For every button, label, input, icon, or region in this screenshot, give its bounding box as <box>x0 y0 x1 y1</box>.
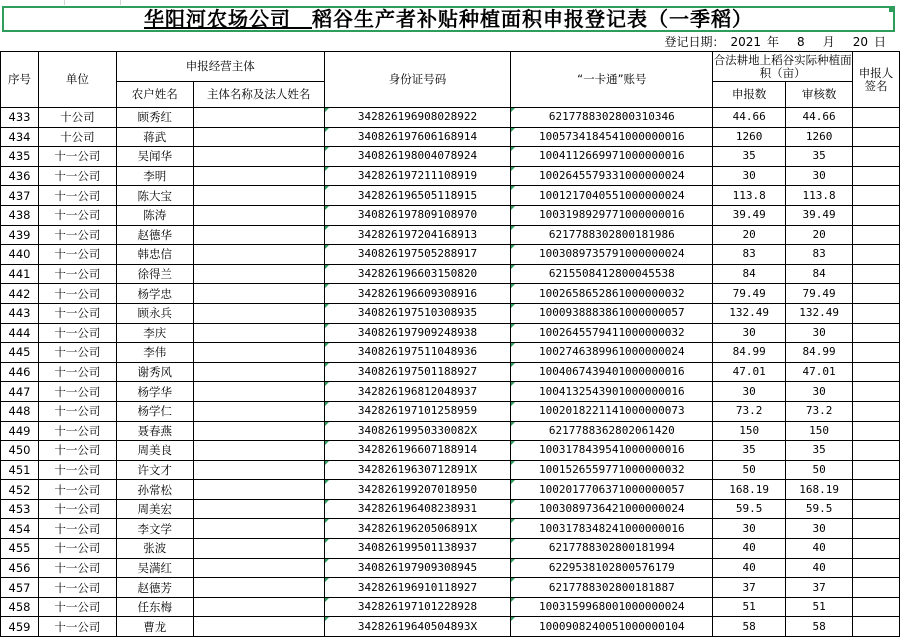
table-row <box>1 225 900 245</box>
table-row <box>1 617 900 637</box>
table-body <box>1 108 900 637</box>
cell-declared[interactable]: 84 <box>713 264 786 284</box>
cell-farmer-name[interactable]: 杨学华 <box>116 382 193 402</box>
cell-card-account[interactable]: 1003178439541000000016 <box>511 441 713 461</box>
cell-signature[interactable] <box>853 421 900 441</box>
top-strip-cell <box>0 0 65 5</box>
cell-seq[interactable]: 450 <box>1 441 39 461</box>
cell-seq[interactable]: 458 <box>1 597 39 617</box>
cell-seq[interactable]: 437 <box>1 186 39 206</box>
date-day: 20 <box>852 35 868 49</box>
cell-signature[interactable] <box>853 539 900 559</box>
date-label: 登记日期： <box>664 35 725 49</box>
header-card-account: “一卡通”账号 <box>511 52 713 108</box>
cell-unit[interactable]: 十一公司 <box>38 362 116 382</box>
table-row <box>1 480 900 500</box>
cell-declared[interactable]: 168.19 <box>713 480 786 500</box>
cell-signature[interactable] <box>853 480 900 500</box>
cell-unit[interactable]: 十一公司 <box>38 284 116 304</box>
cell-declared[interactable]: 58 <box>713 617 786 637</box>
cell-entity-name[interactable] <box>193 205 324 225</box>
cell-farmer-name[interactable]: 吴满红 <box>116 558 193 578</box>
date-day-unit: 日 <box>873 35 886 49</box>
cell-unit[interactable]: 十一公司 <box>38 166 116 186</box>
cell-card-account[interactable]: 1004112669971000000016 <box>511 147 713 167</box>
cell-id-number[interactable]: 340826197511048936 <box>324 343 511 363</box>
cell-audited[interactable]: 168.19 <box>786 480 853 500</box>
cell-entity-name[interactable] <box>193 147 324 167</box>
cell-unit[interactable]: 十一公司 <box>38 558 116 578</box>
cell-card-account[interactable]: 6229538102800576179 <box>511 558 713 578</box>
cell-seq[interactable]: 441 <box>1 264 39 284</box>
cell-id-number[interactable]: 340826197501188927 <box>324 362 511 382</box>
date-month: 8 <box>797 35 805 49</box>
table-row <box>1 519 900 539</box>
cell-id-number[interactable]: 342826196603150820 <box>324 264 511 284</box>
cell-audited[interactable]: 150 <box>786 421 853 441</box>
cell-seq[interactable]: 436 <box>1 166 39 186</box>
cell-unit[interactable]: 十一公司 <box>38 245 116 265</box>
cell-signature[interactable] <box>853 617 900 637</box>
cell-signature[interactable] <box>853 147 900 167</box>
cell-entity-name[interactable] <box>193 499 324 519</box>
cell-audited[interactable]: 47.01 <box>786 362 853 382</box>
cell-signature[interactable] <box>853 343 900 363</box>
cell-unit[interactable]: 十一公司 <box>38 225 116 245</box>
cell-signature[interactable] <box>853 558 900 578</box>
cell-entity-name[interactable] <box>193 323 324 343</box>
cell-signature[interactable] <box>853 284 900 304</box>
cell-unit[interactable]: 十公司 <box>38 127 116 147</box>
cell-entity-name[interactable] <box>193 225 324 245</box>
cell-card-account[interactable]: 1003159968001000000024 <box>511 597 713 617</box>
cell-unit[interactable]: 十一公司 <box>38 578 116 598</box>
cell-unit[interactable]: 十一公司 <box>38 499 116 519</box>
cell-id-number[interactable]: 342826196609308916 <box>324 284 511 304</box>
cell-declared[interactable]: 39.49 <box>713 205 786 225</box>
cell-audited[interactable]: 113.8 <box>786 186 853 206</box>
cell-entity-name[interactable] <box>193 441 324 461</box>
cell-unit[interactable]: 十一公司 <box>38 303 116 323</box>
cell-card-account[interactable]: 1002017706371000000057 <box>511 480 713 500</box>
table-row <box>1 499 900 519</box>
cell-seq[interactable]: 435 <box>1 147 39 167</box>
cell-seq[interactable]: 442 <box>1 284 39 304</box>
cell-card-account[interactable]: 1000938883861000000057 <box>511 303 713 323</box>
cell-farmer-name[interactable]: 任东梅 <box>116 597 193 617</box>
header-area-group: 合法耕地上稻谷实际种植面积（亩） <box>713 52 852 80</box>
cell-declared[interactable]: 83 <box>713 245 786 265</box>
registration-date <box>664 34 886 50</box>
cell-entity-name[interactable] <box>193 539 324 559</box>
header-seq: 序号 <box>1 52 39 108</box>
cell-id-number[interactable]: 342826196910118927 <box>324 578 511 598</box>
cell-unit[interactable]: 十一公司 <box>38 323 116 343</box>
table-row <box>1 558 900 578</box>
cell-id-number[interactable]: 34282619640504893X <box>324 617 511 637</box>
cell-signature[interactable] <box>853 460 900 480</box>
cell-card-account[interactable]: 1004132543901000000016 <box>511 382 713 402</box>
cell-signature[interactable] <box>853 264 900 284</box>
cell-seq[interactable]: 455 <box>1 539 39 559</box>
cell-seq[interactable]: 438 <box>1 205 39 225</box>
cell-card-account[interactable]: 6217788302800181986 <box>511 225 713 245</box>
registration-table <box>0 51 900 637</box>
table-row <box>1 539 900 559</box>
cell-audited[interactable]: 30 <box>786 166 853 186</box>
cell-declared[interactable]: 73.2 <box>713 401 786 421</box>
table-row <box>1 382 900 402</box>
cell-signature[interactable] <box>853 597 900 617</box>
cell-farmer-name[interactable]: 吴闻华 <box>116 147 193 167</box>
cell-entity-name[interactable] <box>193 578 324 598</box>
cell-unit[interactable]: 十一公司 <box>38 539 116 559</box>
cell-declared[interactable]: 35 <box>713 441 786 461</box>
cell-unit[interactable]: 十一公司 <box>38 147 116 167</box>
cell-entity-name[interactable] <box>193 401 324 421</box>
cell-unit[interactable]: 十一公司 <box>38 186 116 206</box>
table-row <box>1 205 900 225</box>
date-month-unit: 月 <box>822 35 835 49</box>
cell-signature[interactable] <box>853 166 900 186</box>
cell-farmer-name[interactable]: 李伟 <box>116 343 193 363</box>
cell-signature[interactable] <box>853 245 900 265</box>
cell-id-number[interactable]: 340826199501138937 <box>324 539 511 559</box>
table-row <box>1 166 900 186</box>
cell-declared[interactable]: 30 <box>713 382 786 402</box>
cell-audited[interactable]: 50 <box>786 460 853 480</box>
cell-id-number[interactable]: 342826197211108919 <box>324 166 511 186</box>
cell-id-number[interactable]: 342826196607188914 <box>324 441 511 461</box>
cell-farmer-name[interactable]: 赵德华 <box>116 225 193 245</box>
cell-audited[interactable]: 83 <box>786 245 853 265</box>
title-form-name: 稻谷生产者补贴种植面积申报登记表（一季稻） <box>312 7 753 31</box>
cell-audited[interactable]: 1260 <box>786 127 853 147</box>
cell-id-number[interactable]: 340826197909308945 <box>324 558 511 578</box>
cell-seq[interactable]: 451 <box>1 460 39 480</box>
cell-declared[interactable]: 20 <box>713 225 786 245</box>
cell-card-account[interactable]: 1001217040551000000024 <box>511 186 713 206</box>
cell-farmer-name[interactable]: 徐得兰 <box>116 264 193 284</box>
cell-unit[interactable]: 十一公司 <box>38 343 116 363</box>
cell-seq[interactable]: 456 <box>1 558 39 578</box>
cell-unit[interactable]: 十一公司 <box>38 382 116 402</box>
cell-audited[interactable]: 35 <box>786 441 853 461</box>
cell-signature[interactable] <box>853 499 900 519</box>
cell-entity-name[interactable] <box>193 166 324 186</box>
header-entity-group: 申报经营主体 <box>116 52 324 82</box>
cell-audited[interactable]: 51 <box>786 597 853 617</box>
table-row <box>1 323 900 343</box>
cell-seq[interactable]: 452 <box>1 480 39 500</box>
cell-card-account[interactable]: 1002018221141000000073 <box>511 401 713 421</box>
cell-declared[interactable]: 79.49 <box>713 284 786 304</box>
cell-entity-name[interactable] <box>193 480 324 500</box>
cell-card-account[interactable]: 6217788362802061420 <box>511 421 713 441</box>
cell-seq[interactable]: 433 <box>1 108 39 128</box>
cell-card-account[interactable]: 6215508412800045538 <box>511 264 713 284</box>
cell-unit[interactable]: 十一公司 <box>38 480 116 500</box>
cell-card-account[interactable]: 1000908240051000000104 <box>511 617 713 637</box>
cell-id-number[interactable]: 34082619950330082X <box>324 421 511 441</box>
table-row <box>1 343 900 363</box>
table-row <box>1 460 900 480</box>
cell-declared[interactable]: 30 <box>713 166 786 186</box>
table-row <box>1 127 900 147</box>
cell-entity-name[interactable] <box>193 558 324 578</box>
cell-entity-name[interactable] <box>193 519 324 539</box>
cell-id-number[interactable]: 342826199207018950 <box>324 480 511 500</box>
cell-farmer-name[interactable]: 李文学 <box>116 519 193 539</box>
cell-seq[interactable]: 449 <box>1 421 39 441</box>
cell-farmer-name[interactable]: 顾永兵 <box>116 303 193 323</box>
cell-seq[interactable]: 447 <box>1 382 39 402</box>
cell-declared[interactable]: 59.5 <box>713 499 786 519</box>
cell-id-number[interactable]: 342826196505118915 <box>324 186 511 206</box>
cell-id-number[interactable]: 342826197204168913 <box>324 225 511 245</box>
cell-card-account[interactable]: 1002645579411000000032 <box>511 323 713 343</box>
cell-seq[interactable]: 440 <box>1 245 39 265</box>
cell-seq[interactable]: 443 <box>1 303 39 323</box>
cell-declared[interactable]: 1260 <box>713 127 786 147</box>
title-gap <box>291 7 312 31</box>
cell-declared[interactable]: 150 <box>713 421 786 441</box>
cell-id-number[interactable]: 340826197606168914 <box>324 127 511 147</box>
table-row <box>1 186 900 206</box>
cell-seq[interactable]: 444 <box>1 323 39 343</box>
cell-declared[interactable]: 132.49 <box>713 303 786 323</box>
cell-entity-name[interactable] <box>193 421 324 441</box>
cell-farmer-name[interactable]: 张波 <box>116 539 193 559</box>
table-row <box>1 264 900 284</box>
cell-id-number[interactable]: 340826197505288917 <box>324 245 511 265</box>
cell-signature[interactable] <box>853 323 900 343</box>
table-row <box>1 303 900 323</box>
cell-id-number[interactable]: 34282619630712891X <box>324 460 511 480</box>
cell-card-account[interactable]: 1003089735791000000024 <box>511 245 713 265</box>
cell-seq[interactable]: 445 <box>1 343 39 363</box>
cell-entity-name[interactable] <box>193 284 324 304</box>
cell-seq[interactable]: 446 <box>1 362 39 382</box>
cell-card-account[interactable]: 1005734184541000000016 <box>511 127 713 147</box>
cell-farmer-name[interactable]: 韩忠信 <box>116 245 193 265</box>
cell-entity-name[interactable] <box>193 362 324 382</box>
cell-farmer-name[interactable]: 赵德芳 <box>116 578 193 598</box>
cell-signature[interactable] <box>853 362 900 382</box>
cell-declared[interactable]: 40 <box>713 558 786 578</box>
cell-id-number[interactable]: 34282619620506891X <box>324 519 511 539</box>
cell-audited[interactable]: 58 <box>786 617 853 637</box>
cell-id-number[interactable]: 342826197101228928 <box>324 597 511 617</box>
table-row <box>1 362 900 382</box>
cell-declared[interactable]: 30 <box>713 323 786 343</box>
cell-id-number[interactable]: 340826197809108970 <box>324 205 511 225</box>
header-entity-name: 主体名称及法人姓名 <box>193 82 324 108</box>
cell-entity-name[interactable] <box>193 245 324 265</box>
cell-seq[interactable]: 457 <box>1 578 39 598</box>
cell-card-account[interactable]: 6217788302800181887 <box>511 578 713 598</box>
top-strip-cell <box>64 0 121 5</box>
cell-declared[interactable]: 50 <box>713 460 786 480</box>
cell-audited[interactable]: 30 <box>786 519 853 539</box>
cell-declared[interactable]: 35 <box>713 147 786 167</box>
cell-unit[interactable]: 十一公司 <box>38 205 116 225</box>
cell-signature[interactable] <box>853 578 900 598</box>
title-company: 华阳河农场公司 <box>144 7 291 31</box>
cell-entity-name[interactable] <box>193 343 324 363</box>
table-row <box>1 441 900 461</box>
header-unit: 单位 <box>38 52 116 108</box>
cell-audited[interactable]: 40 <box>786 539 853 559</box>
table-row <box>1 421 900 441</box>
cell-unit[interactable]: 十一公司 <box>38 441 116 461</box>
cell-audited[interactable]: 30 <box>786 382 853 402</box>
cell-entity-name[interactable] <box>193 108 324 128</box>
cell-audited[interactable]: 40 <box>786 558 853 578</box>
cell-seq[interactable]: 439 <box>1 225 39 245</box>
cell-declared[interactable]: 84.99 <box>713 343 786 363</box>
cell-farmer-name[interactable]: 周美宏 <box>116 499 193 519</box>
selection-handle[interactable] <box>889 6 895 12</box>
cell-entity-name[interactable] <box>193 186 324 206</box>
cell-audited[interactable]: 79.49 <box>786 284 853 304</box>
cell-unit[interactable]: 十公司 <box>38 108 116 128</box>
cell-unit[interactable]: 十一公司 <box>38 401 116 421</box>
cell-unit[interactable]: 十一公司 <box>38 519 116 539</box>
cell-signature[interactable] <box>853 108 900 128</box>
cell-card-account[interactable]: 1002746389961000000024 <box>511 343 713 363</box>
cell-farmer-name[interactable]: 曹龙 <box>116 617 193 637</box>
table-row <box>1 578 900 598</box>
table-row <box>1 401 900 421</box>
cell-signature[interactable] <box>853 519 900 539</box>
cell-seq[interactable]: 448 <box>1 401 39 421</box>
cell-signature[interactable] <box>853 441 900 461</box>
cell-farmer-name[interactable]: 蒋武 <box>116 127 193 147</box>
cell-signature[interactable] <box>853 127 900 147</box>
cell-farmer-name[interactable]: 杨学仁 <box>116 401 193 421</box>
cell-audited[interactable]: 20 <box>786 225 853 245</box>
cell-id-number[interactable]: 342826196408238931 <box>324 499 511 519</box>
cell-signature[interactable] <box>853 205 900 225</box>
cell-entity-name[interactable] <box>193 382 324 402</box>
table-row <box>1 284 900 304</box>
cell-declared[interactable]: 47.01 <box>713 362 786 382</box>
cell-audited[interactable]: 59.5 <box>786 499 853 519</box>
cell-seq[interactable]: 453 <box>1 499 39 519</box>
header-declared: 申报数 <box>713 82 786 108</box>
cell-entity-name[interactable] <box>193 460 324 480</box>
page-title <box>4 8 893 30</box>
cell-id-number[interactable]: 340826198004078924 <box>324 147 511 167</box>
cell-farmer-name[interactable]: 李明 <box>116 166 193 186</box>
cell-farmer-name[interactable]: 谢秀风 <box>116 362 193 382</box>
cell-signature[interactable] <box>853 303 900 323</box>
header-id-number: 身份证号码 <box>324 52 511 108</box>
cell-seq[interactable]: 454 <box>1 519 39 539</box>
cell-audited[interactable]: 39.49 <box>786 205 853 225</box>
cell-declared[interactable]: 40 <box>713 539 786 559</box>
cell-declared[interactable]: 113.8 <box>713 186 786 206</box>
title-cell[interactable] <box>2 6 895 32</box>
cell-farmer-name[interactable]: 聂春燕 <box>116 421 193 441</box>
cell-id-number[interactable]: 340826197909248938 <box>324 323 511 343</box>
cell-card-account[interactable]: 1004067439401000000016 <box>511 362 713 382</box>
cell-audited[interactable]: 37 <box>786 578 853 598</box>
cell-farmer-name[interactable]: 顾秀红 <box>116 108 193 128</box>
cell-entity-name[interactable] <box>193 127 324 147</box>
cell-farmer-name[interactable]: 孙常松 <box>116 480 193 500</box>
cell-audited[interactable]: 35 <box>786 147 853 167</box>
cell-farmer-name[interactable]: 李庆 <box>116 323 193 343</box>
cell-card-account[interactable]: 1003089736421000000024 <box>511 499 713 519</box>
cell-entity-name[interactable] <box>193 597 324 617</box>
cell-farmer-name[interactable]: 陈涛 <box>116 205 193 225</box>
cell-unit[interactable]: 十一公司 <box>38 460 116 480</box>
cell-audited[interactable]: 30 <box>786 323 853 343</box>
cell-declared[interactable]: 30 <box>713 519 786 539</box>
cell-card-account[interactable]: 1002645579331000000024 <box>511 166 713 186</box>
cell-audited[interactable]: 132.49 <box>786 303 853 323</box>
cell-card-account[interactable]: 1003198929771000000016 <box>511 205 713 225</box>
cell-unit[interactable]: 十一公司 <box>38 421 116 441</box>
date-year-unit: 年 <box>767 35 780 49</box>
header-signature: 申报人签名 <box>853 52 900 108</box>
cell-audited[interactable]: 84.99 <box>786 343 853 363</box>
cell-audited[interactable]: 73.2 <box>786 401 853 421</box>
cell-audited[interactable]: 84 <box>786 264 853 284</box>
cell-farmer-name[interactable]: 杨学忠 <box>116 284 193 304</box>
cell-signature[interactable] <box>853 186 900 206</box>
cell-audited[interactable]: 44.66 <box>786 108 853 128</box>
table-row <box>1 147 900 167</box>
cell-id-number[interactable]: 342826196908028922 <box>324 108 511 128</box>
cell-unit[interactable]: 十一公司 <box>38 264 116 284</box>
cell-card-account[interactable]: 1002658652861000000032 <box>511 284 713 304</box>
cell-entity-name[interactable] <box>193 303 324 323</box>
cell-entity-name[interactable] <box>193 264 324 284</box>
cell-entity-name[interactable] <box>193 617 324 637</box>
table-row <box>1 108 900 128</box>
cell-id-number[interactable]: 340826197510308935 <box>324 303 511 323</box>
cell-farmer-name[interactable]: 陈大宝 <box>116 186 193 206</box>
cell-declared[interactable]: 51 <box>713 597 786 617</box>
table-row <box>1 245 900 265</box>
header-farmer-name: 农户姓名 <box>116 82 193 108</box>
cell-seq[interactable]: 459 <box>1 617 39 637</box>
cell-unit[interactable]: 十一公司 <box>38 617 116 637</box>
cell-unit[interactable]: 十一公司 <box>38 597 116 617</box>
cell-card-account[interactable]: 6217788302800310346 <box>511 108 713 128</box>
table-row <box>1 597 900 617</box>
cell-seq[interactable]: 434 <box>1 127 39 147</box>
header-audited: 审核数 <box>786 82 853 108</box>
cell-signature[interactable] <box>853 401 900 421</box>
cell-farmer-name[interactable]: 周美良 <box>116 441 193 461</box>
cell-signature[interactable] <box>853 382 900 402</box>
cell-card-account[interactable]: 1001526559771000000032 <box>511 460 713 480</box>
cell-card-account[interactable]: 6217788302800181994 <box>511 539 713 559</box>
cell-declared[interactable]: 44.66 <box>713 108 786 128</box>
cell-farmer-name[interactable]: 许文才 <box>116 460 193 480</box>
cell-card-account[interactable]: 1003178348241000000016 <box>511 519 713 539</box>
date-year: 2021 <box>730 35 762 49</box>
cell-signature[interactable] <box>853 225 900 245</box>
cell-declared[interactable]: 37 <box>713 578 786 598</box>
cell-id-number[interactable]: 342826197101258959 <box>324 401 511 421</box>
cell-id-number[interactable]: 342826196812048937 <box>324 382 511 402</box>
